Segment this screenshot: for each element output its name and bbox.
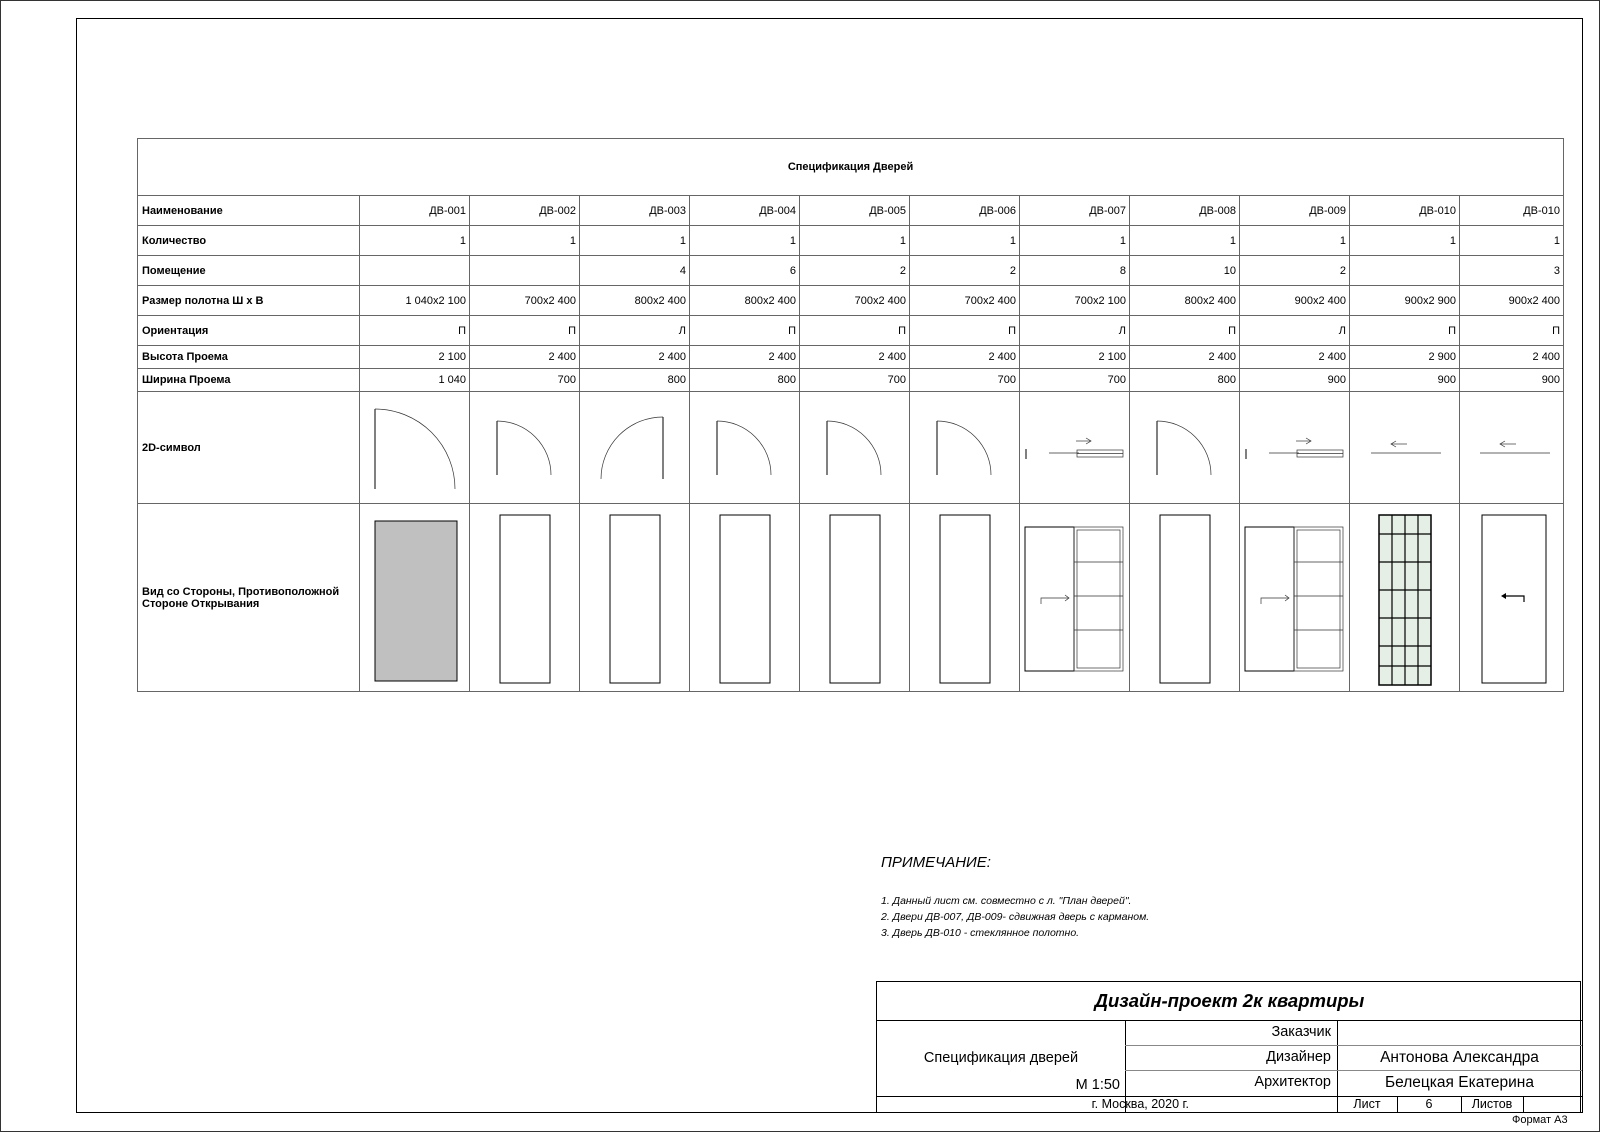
table-cell: 1 xyxy=(360,226,470,256)
sheet-number: 6 xyxy=(1425,1097,1433,1111)
table-row xyxy=(138,369,1564,392)
door-elevation-plain-icon xyxy=(581,506,689,690)
table-cell: П xyxy=(800,316,910,346)
door-elevation-plain-icon xyxy=(691,506,799,690)
paper-format: Формат А3 xyxy=(1512,1114,1568,1126)
table-cell: 900 xyxy=(1350,369,1460,392)
table-cell: 700 xyxy=(470,369,580,392)
door-swing-right-icon xyxy=(911,393,1019,503)
row-label: Количество xyxy=(138,226,360,256)
door-elevation-pocket-shelves-icon xyxy=(1241,506,1349,690)
table-cell: 700x2 400 xyxy=(910,286,1020,316)
table-cell: 2 100 xyxy=(360,346,470,369)
table-cell: 700x2 400 xyxy=(800,286,910,316)
title-block xyxy=(876,981,1581,1113)
door-elevation-glass-grid-icon xyxy=(1351,506,1459,690)
sheet-name: Спецификация дверей xyxy=(923,1050,1079,1066)
table-cell: 8 xyxy=(1020,256,1130,286)
table-cell: 2 400 xyxy=(470,346,580,369)
table-cell: 2 xyxy=(1240,256,1350,286)
table-cell: ДВ-008 xyxy=(1130,196,1240,226)
sheets-label: Листов xyxy=(1471,1097,1513,1111)
role-designer: Дизайнер xyxy=(1266,1049,1331,1065)
door-elevation xyxy=(1240,504,1350,692)
door-swing-right-wide-icon xyxy=(361,393,469,503)
door-sliding-pocket-icon xyxy=(1241,393,1349,503)
door-sliding-left-icon xyxy=(1351,393,1459,503)
door-swing-right-icon xyxy=(1131,393,1239,503)
table-cell: ДВ-002 xyxy=(470,196,580,226)
door-plan-symbol xyxy=(1460,392,1564,504)
table-row xyxy=(138,286,1564,316)
table-cell: 900x2 400 xyxy=(1240,286,1350,316)
row-label: 2D-символ xyxy=(138,392,360,504)
table-cell: П xyxy=(470,316,580,346)
row-label: Высота Проема xyxy=(138,346,360,369)
table-cell: ДВ-006 xyxy=(910,196,1020,226)
door-specification-table xyxy=(137,138,1564,692)
door-sliding-pocket-icon xyxy=(1021,393,1129,503)
note-line: 1. Данный лист см. совместно с л. "План дверей". xyxy=(881,895,1132,907)
door-elevation xyxy=(800,504,910,692)
notes-title: ПРИМЕЧАНИЕ: xyxy=(881,854,991,871)
door-elevation-plain-arrow-left-icon xyxy=(1460,506,1568,690)
role-customer: Заказчик xyxy=(1271,1024,1331,1040)
sheet-label: Лист xyxy=(1353,1097,1381,1111)
table-cell: П xyxy=(910,316,1020,346)
table-row xyxy=(138,346,1564,369)
row-label: Вид со Стороны, Противоположной Стороне Открывания xyxy=(138,504,360,692)
table-cell: 2 400 xyxy=(1130,346,1240,369)
table-cell: 800 xyxy=(580,369,690,392)
table-cell: 800 xyxy=(690,369,800,392)
door-elevation xyxy=(580,504,690,692)
table-cell: 2 xyxy=(910,256,1020,286)
table-cell xyxy=(360,256,470,286)
table-cell: П xyxy=(1460,316,1564,346)
door-plan-symbol xyxy=(690,392,800,504)
note-line: 3. Дверь ДВ-010 - стеклянное полотно. xyxy=(881,927,1080,939)
door-elevation xyxy=(1130,504,1240,692)
table-cell: ДВ-004 xyxy=(690,196,800,226)
table-cell: ДВ-003 xyxy=(580,196,690,226)
table-cell: 700 xyxy=(910,369,1020,392)
table-cell: 900 xyxy=(1460,369,1564,392)
role-architect: Архитектор xyxy=(1254,1074,1331,1090)
table-cell: 1 040 xyxy=(360,369,470,392)
table-cell: 2 900 xyxy=(1350,346,1460,369)
table-cell: Л xyxy=(580,316,690,346)
person-designer: Антонова Александра xyxy=(1380,1049,1539,1066)
table-cell: 1 xyxy=(580,226,690,256)
table-cell: 2 400 xyxy=(690,346,800,369)
table-row-elevation xyxy=(138,504,1564,692)
door-swing-left-icon xyxy=(581,393,689,503)
table-cell xyxy=(1350,256,1460,286)
table-cell: 900x2 900 xyxy=(1350,286,1460,316)
table-cell: 1 040x2 100 xyxy=(360,286,470,316)
table-cell: 1 xyxy=(1350,226,1460,256)
table-cell: 2 400 xyxy=(1460,346,1564,369)
table-row xyxy=(138,316,1564,346)
door-swing-right-icon xyxy=(471,393,579,503)
table-cell: 2 400 xyxy=(580,346,690,369)
table-cell: 800x2 400 xyxy=(690,286,800,316)
table-cell: ДВ-010 xyxy=(1460,196,1564,226)
scale-label: М 1:50 xyxy=(1075,1077,1120,1093)
table-cell: 1 xyxy=(470,226,580,256)
table-title: Спецификация Дверей xyxy=(138,139,1564,196)
table-cell: Л xyxy=(1020,316,1130,346)
table-row xyxy=(138,196,1564,226)
door-plan-symbol xyxy=(1240,392,1350,504)
door-elevation xyxy=(360,504,470,692)
table-cell: 2 400 xyxy=(800,346,910,369)
door-swing-right-icon xyxy=(801,393,909,503)
table-cell: 700 xyxy=(800,369,910,392)
table-row xyxy=(138,256,1564,286)
door-elevation-plain-icon xyxy=(911,506,1019,690)
table-cell xyxy=(470,256,580,286)
table-cell: 1 xyxy=(1020,226,1130,256)
table-cell: 1 xyxy=(1130,226,1240,256)
table-cell: 700 xyxy=(1020,369,1130,392)
door-elevation xyxy=(470,504,580,692)
table-cell: П xyxy=(1350,316,1460,346)
table-cell: ДВ-010 xyxy=(1350,196,1460,226)
door-elevation xyxy=(1460,504,1564,692)
note-line: 2. Двери ДВ-007, ДВ-009- сдвижная дверь с карманом. xyxy=(881,911,1150,923)
table-cell: 2 100 xyxy=(1020,346,1130,369)
row-label: Размер полотна Ш х В xyxy=(138,286,360,316)
door-elevation xyxy=(1020,504,1130,692)
door-elevation-plain-icon xyxy=(801,506,909,690)
door-elevation-plain-icon xyxy=(1131,506,1239,690)
table-cell: 900x2 400 xyxy=(1460,286,1564,316)
door-plan-symbol xyxy=(800,392,910,504)
door-plan-symbol xyxy=(1130,392,1240,504)
door-elevation xyxy=(910,504,1020,692)
door-plan-symbol xyxy=(360,392,470,504)
row-label: Ширина Проема xyxy=(138,369,360,392)
door-plan-symbol xyxy=(580,392,690,504)
table-cell: 4 xyxy=(580,256,690,286)
table-cell: 2 400 xyxy=(1240,346,1350,369)
table-cell: 800x2 400 xyxy=(580,286,690,316)
table-cell: 2 400 xyxy=(910,346,1020,369)
table-cell: П xyxy=(690,316,800,346)
table-cell: 800x2 400 xyxy=(1130,286,1240,316)
table-cell: 1 xyxy=(910,226,1020,256)
table-cell: 700x2 400 xyxy=(470,286,580,316)
table-cell: ДВ-001 xyxy=(360,196,470,226)
table-cell: 700x2 100 xyxy=(1020,286,1130,316)
city-year: г. Москва, 2020 г. xyxy=(1091,1097,1189,1111)
table-cell: П xyxy=(1130,316,1240,346)
notes-block xyxy=(881,854,1149,941)
table-cell: П xyxy=(360,316,470,346)
door-elevation-solid-filled-icon xyxy=(361,506,469,690)
table-cell: 3 xyxy=(1460,256,1564,286)
project-title: Дизайн-проект 2к квартиры xyxy=(1094,990,1365,1011)
table-cell: ДВ-007 xyxy=(1020,196,1130,226)
door-plan-symbol xyxy=(1020,392,1130,504)
table-row-2d-symbol xyxy=(138,392,1564,504)
row-label: Ориентация xyxy=(138,316,360,346)
door-plan-symbol xyxy=(910,392,1020,504)
door-plan-symbol xyxy=(470,392,580,504)
door-elevation-plain-icon xyxy=(471,506,579,690)
table-cell: Л xyxy=(1240,316,1350,346)
table-cell: 900 xyxy=(1240,369,1350,392)
table-cell: 800 xyxy=(1130,369,1240,392)
door-elevation xyxy=(1350,504,1460,692)
sheets-total xyxy=(1523,1096,1582,1113)
table-cell: ДВ-005 xyxy=(800,196,910,226)
table-cell: 6 xyxy=(690,256,800,286)
row-label: Помещение xyxy=(138,256,360,286)
table-cell: ДВ-009 xyxy=(1240,196,1350,226)
table-cell: 1 xyxy=(800,226,910,256)
door-elevation xyxy=(690,504,800,692)
row-label: Наименование xyxy=(138,196,360,226)
door-elevation-pocket-shelves-icon xyxy=(1021,506,1129,690)
door-plan-symbol xyxy=(1350,392,1460,504)
table-cell: 10 xyxy=(1130,256,1240,286)
table-row xyxy=(138,226,1564,256)
table-cell: 1 xyxy=(690,226,800,256)
person-architect: Белецкая Екатерина xyxy=(1384,1074,1534,1091)
table-cell: 1 xyxy=(1240,226,1350,256)
door-sliding-left-icon xyxy=(1460,393,1568,503)
table-cell: 2 xyxy=(800,256,910,286)
table-cell: 1 xyxy=(1460,226,1564,256)
door-swing-right-icon xyxy=(691,393,799,503)
